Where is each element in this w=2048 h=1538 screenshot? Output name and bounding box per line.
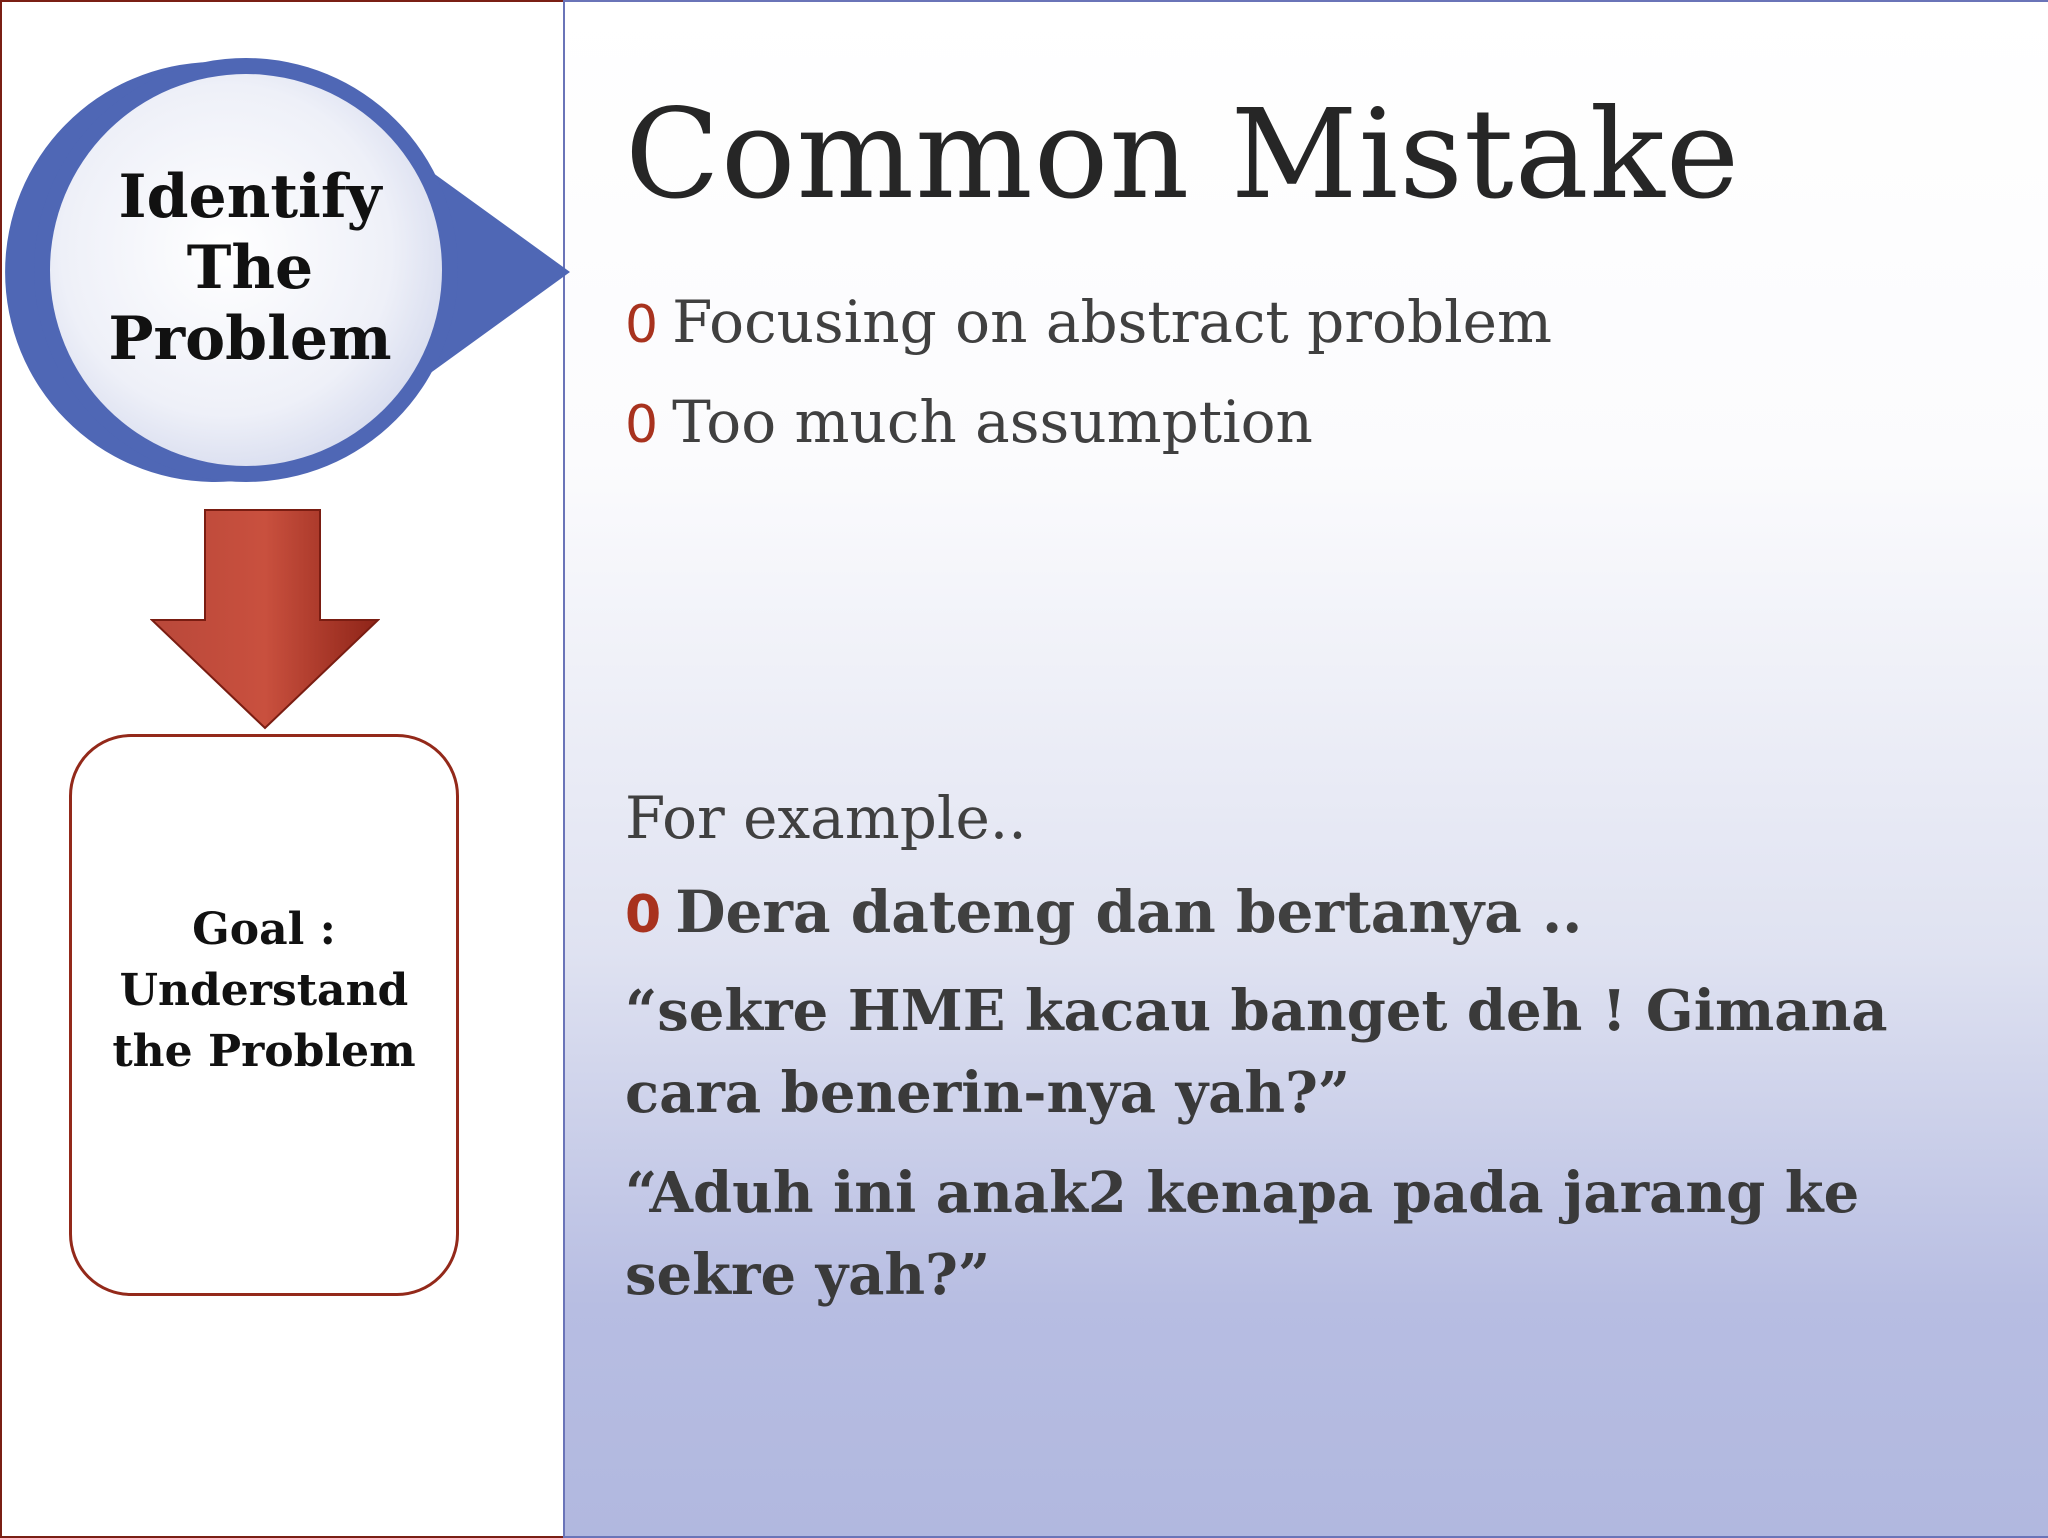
bullet-item xyxy=(625,382,1313,465)
bullet-marker: 0 xyxy=(625,395,659,455)
bullet-marker: 0 xyxy=(625,295,659,355)
goal-line: Goal : xyxy=(192,904,336,955)
goal-line: the Problem xyxy=(112,1026,416,1077)
example-quote: “sekre HME kacau banget deh ! Gimana cara benerin-nya yah?” xyxy=(625,978,1888,1126)
bullet-text: Too much assumption xyxy=(672,388,1313,456)
step-title-line: Identify xyxy=(118,162,382,232)
step-title-line: Problem xyxy=(108,304,392,374)
example-intro: For example.. xyxy=(625,784,1027,852)
goal-line: Understand xyxy=(119,965,409,1016)
bullet-marker: 0 xyxy=(625,885,662,945)
example-quote: “Aduh ini anak2 kenapa pada jarang ke sekre yah?” xyxy=(625,1160,1860,1308)
bullet-text: Focusing on abstract problem xyxy=(672,288,1552,356)
slide-title: Common Mistake xyxy=(625,83,1741,227)
step-title-line: The xyxy=(186,233,314,303)
goal-text xyxy=(72,899,456,1082)
down-arrow-icon xyxy=(150,508,380,730)
step-title xyxy=(40,162,460,375)
example-bullet xyxy=(625,872,1582,955)
goal-box xyxy=(69,734,459,1296)
example-bullet-text: Dera dateng dan bertanya .. xyxy=(675,878,1583,946)
bullet-item xyxy=(625,282,1552,365)
